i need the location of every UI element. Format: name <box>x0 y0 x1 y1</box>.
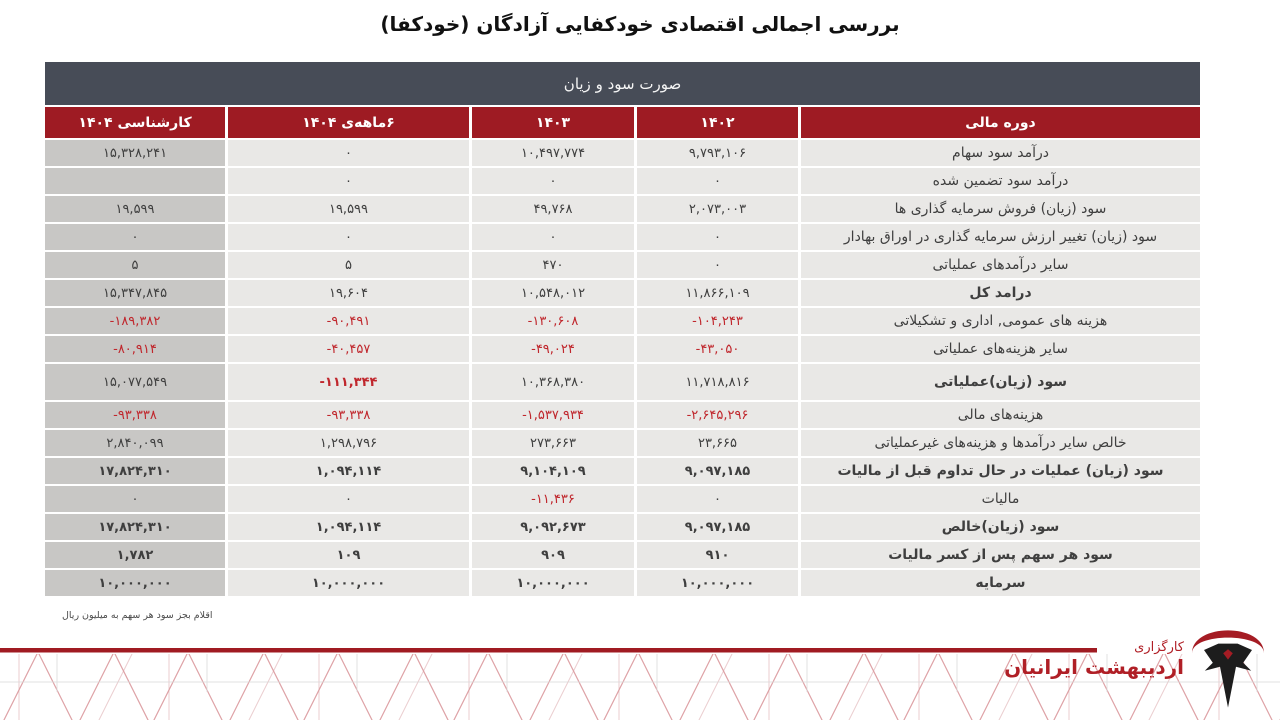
col-header-6m-1404: ۶ماهه‌ی ۱۴۰۴ <box>228 107 469 138</box>
cell-y1402: ۹,۰۹۷,۱۸۵ <box>637 458 798 484</box>
row-label: هزینه‌های مالی <box>801 402 1200 428</box>
cell-m6-1404: ۱۰۹ <box>228 542 469 568</box>
cell-expert-1404: ۱۵,۳۲۸,۲۴۱ <box>45 140 225 166</box>
table-row <box>45 252 1200 278</box>
row-label: سود (زیان)عملیاتی <box>801 364 1200 400</box>
row-label: سود هر سهم پس از کسر مالیات <box>801 542 1200 568</box>
cell-expert-1404: ۱۷,۸۲۴,۳۱۰ <box>45 458 225 484</box>
cell-y1402: ۰ <box>637 168 798 194</box>
cell-y1402: ۲۳,۶۶۵ <box>637 430 798 456</box>
table-row <box>45 308 1200 334</box>
row-label: سود (زیان) عملیات در حال تداوم قبل از مالیات <box>801 458 1200 484</box>
red-divider-line <box>0 648 1097 653</box>
cell-y1403: ۱۰,۰۰۰,۰۰۰ <box>472 570 634 596</box>
cell-y1403: -۱,۵۳۷,۹۳۴ <box>472 402 634 428</box>
cell-y1402: ۰ <box>637 252 798 278</box>
cell-m6-1404: -۴۰,۴۵۷ <box>228 336 469 362</box>
cell-y1403: ۰ <box>472 224 634 250</box>
cell-m6-1404: ۱۰,۰۰۰,۰۰۰ <box>228 570 469 596</box>
cell-y1403: ۱۰,۴۹۷,۷۷۴ <box>472 140 634 166</box>
cell-y1403: ۹,۱۰۴,۱۰۹ <box>472 458 634 484</box>
table-row <box>45 542 1200 568</box>
row-label: سرمایه <box>801 570 1200 596</box>
col-header-1403: ۱۴۰۳ <box>472 107 634 138</box>
cell-expert-1404: -۱۸۹,۳۸۲ <box>45 308 225 334</box>
table-row <box>45 224 1200 250</box>
cell-expert-1404: ۱,۷۸۲ <box>45 542 225 568</box>
table-row <box>45 430 1200 456</box>
logo-text <box>1004 640 1184 693</box>
cell-expert-1404: ۱۵,۰۷۷,۵۴۹ <box>45 364 225 400</box>
table-row <box>45 168 1200 194</box>
cell-y1402: ۱۱,۷۱۸,۸۱۶ <box>637 364 798 400</box>
table-header-row <box>45 107 1200 138</box>
cell-y1402: ۹۱۰ <box>637 542 798 568</box>
table-row <box>45 280 1200 306</box>
cell-y1402: ۱۱,۸۶۶,۱۰۹ <box>637 280 798 306</box>
cell-y1403: ۴۷۰ <box>472 252 634 278</box>
cell-y1402: ۱۰,۰۰۰,۰۰۰ <box>637 570 798 596</box>
cell-expert-1404: ۱۵,۳۴۷,۸۴۵ <box>45 280 225 306</box>
table-body <box>45 140 1200 596</box>
footnote: اقلام بجز سود هر سهم به میلیون ریال <box>62 610 213 621</box>
row-label: مالیات <box>801 486 1200 512</box>
table-row <box>45 458 1200 484</box>
cell-expert-1404: ۰ <box>45 224 225 250</box>
row-label: درآمد سود سهام <box>801 140 1200 166</box>
cell-m6-1404: -۱۱۱,۳۴۴ <box>228 364 469 400</box>
cell-m6-1404: ۱,۰۹۴,۱۱۴ <box>228 514 469 540</box>
table-row <box>45 336 1200 362</box>
cell-y1402: ۰ <box>637 486 798 512</box>
profit-loss-table <box>45 62 1200 596</box>
table-title: صورت سود و زیان <box>563 74 682 93</box>
row-label: سایر درآمدهای عملیاتی <box>801 252 1200 278</box>
table-title-bar <box>45 62 1200 105</box>
table-row <box>45 364 1200 400</box>
cell-m6-1404: ۱۹,۶۰۴ <box>228 280 469 306</box>
cell-y1403: ۹۰۹ <box>472 542 634 568</box>
cell-expert-1404: -۸۰,۹۱۴ <box>45 336 225 362</box>
logo-line1: کارگزاری <box>1134 639 1184 655</box>
cell-expert-1404: ۰ <box>45 486 225 512</box>
row-label: سود (زیان)خالص <box>801 514 1200 540</box>
table-row <box>45 402 1200 428</box>
col-header-period: دوره مالی <box>801 107 1200 138</box>
logo-line2: اردیبهشت ایرانیان <box>1004 654 1184 679</box>
cell-y1403: ۱۰,۳۶۸,۳۸۰ <box>472 364 634 400</box>
page-title: بررسی اجمالی اقتصادی خودکفایی آزادگان (خودکفا) <box>380 12 900 36</box>
cell-y1402: -۲,۶۴۵,۲۹۶ <box>637 402 798 428</box>
cell-y1402: ۹,۰۹۷,۱۸۵ <box>637 514 798 540</box>
row-label: درامد کل <box>801 280 1200 306</box>
cell-y1403: ۱۰,۵۴۸,۰۱۲ <box>472 280 634 306</box>
cell-y1403: ۹,۰۹۲,۶۷۳ <box>472 514 634 540</box>
cell-expert-1404: -۹۳,۳۳۸ <box>45 402 225 428</box>
cell-y1402: ۰ <box>637 224 798 250</box>
cell-y1403: -۴۹,۰۲۴ <box>472 336 634 362</box>
cell-y1403: ۰ <box>472 168 634 194</box>
table-row <box>45 486 1200 512</box>
cell-m6-1404: ۰ <box>228 224 469 250</box>
cell-expert-1404: ۱۷,۸۲۴,۳۱۰ <box>45 514 225 540</box>
bull-icon <box>1188 620 1268 712</box>
row-label: هزینه های عمومی, اداری و تشکیلاتی <box>801 308 1200 334</box>
cell-m6-1404: -۹۳,۳۳۸ <box>228 402 469 428</box>
cell-y1403: ۲۷۳,۶۶۳ <box>472 430 634 456</box>
brokerage-logo <box>1004 620 1268 712</box>
table-row <box>45 514 1200 540</box>
cell-expert-1404 <box>45 168 225 194</box>
table-row <box>45 570 1200 596</box>
cell-m6-1404: -۹۰,۴۹۱ <box>228 308 469 334</box>
row-label: سایر هزینه‌های عملیاتی <box>801 336 1200 362</box>
cell-expert-1404: ۱۹,۵۹۹ <box>45 196 225 222</box>
row-label: سود (زیان) تغییر ارزش سرمایه گذاری در اوراق بهادار <box>801 224 1200 250</box>
table-row <box>45 140 1200 166</box>
cell-y1402: ۲,۰۷۳,۰۰۳ <box>637 196 798 222</box>
cell-y1403: -۱۱,۴۳۶ <box>472 486 634 512</box>
col-header-1402: ۱۴۰۲ <box>637 107 798 138</box>
cell-y1402: ۹,۷۹۳,۱۰۶ <box>637 140 798 166</box>
cell-m6-1404: ۱,۰۹۴,۱۱۴ <box>228 458 469 484</box>
col-header-expert-1404: کارشناسی ۱۴۰۴ <box>45 107 225 138</box>
cell-expert-1404: ۵ <box>45 252 225 278</box>
cell-expert-1404: ۲,۸۴۰,۰۹۹ <box>45 430 225 456</box>
cell-expert-1404: ۱۰,۰۰۰,۰۰۰ <box>45 570 225 596</box>
cell-y1403: -۱۳۰,۶۰۸ <box>472 308 634 334</box>
cell-m6-1404: ۱,۲۹۸,۷۹۶ <box>228 430 469 456</box>
row-label: سود (زیان) فروش سرمایه گذاری ها <box>801 196 1200 222</box>
cell-m6-1404: ۰ <box>228 140 469 166</box>
cell-m6-1404: ۰ <box>228 168 469 194</box>
cell-y1402: -۴۳,۰۵۰ <box>637 336 798 362</box>
cell-y1403: ۴۹,۷۶۸ <box>472 196 634 222</box>
cell-m6-1404: ۵ <box>228 252 469 278</box>
row-label: خالص سایر درآمدها و هزینه‌های غیرعملیاتی <box>801 430 1200 456</box>
cell-m6-1404: ۱۹,۵۹۹ <box>228 196 469 222</box>
cell-m6-1404: ۰ <box>228 486 469 512</box>
table-row <box>45 196 1200 222</box>
cell-y1402: -۱۰۴,۲۴۳ <box>637 308 798 334</box>
row-label: درآمد سود تضمین شده <box>801 168 1200 194</box>
